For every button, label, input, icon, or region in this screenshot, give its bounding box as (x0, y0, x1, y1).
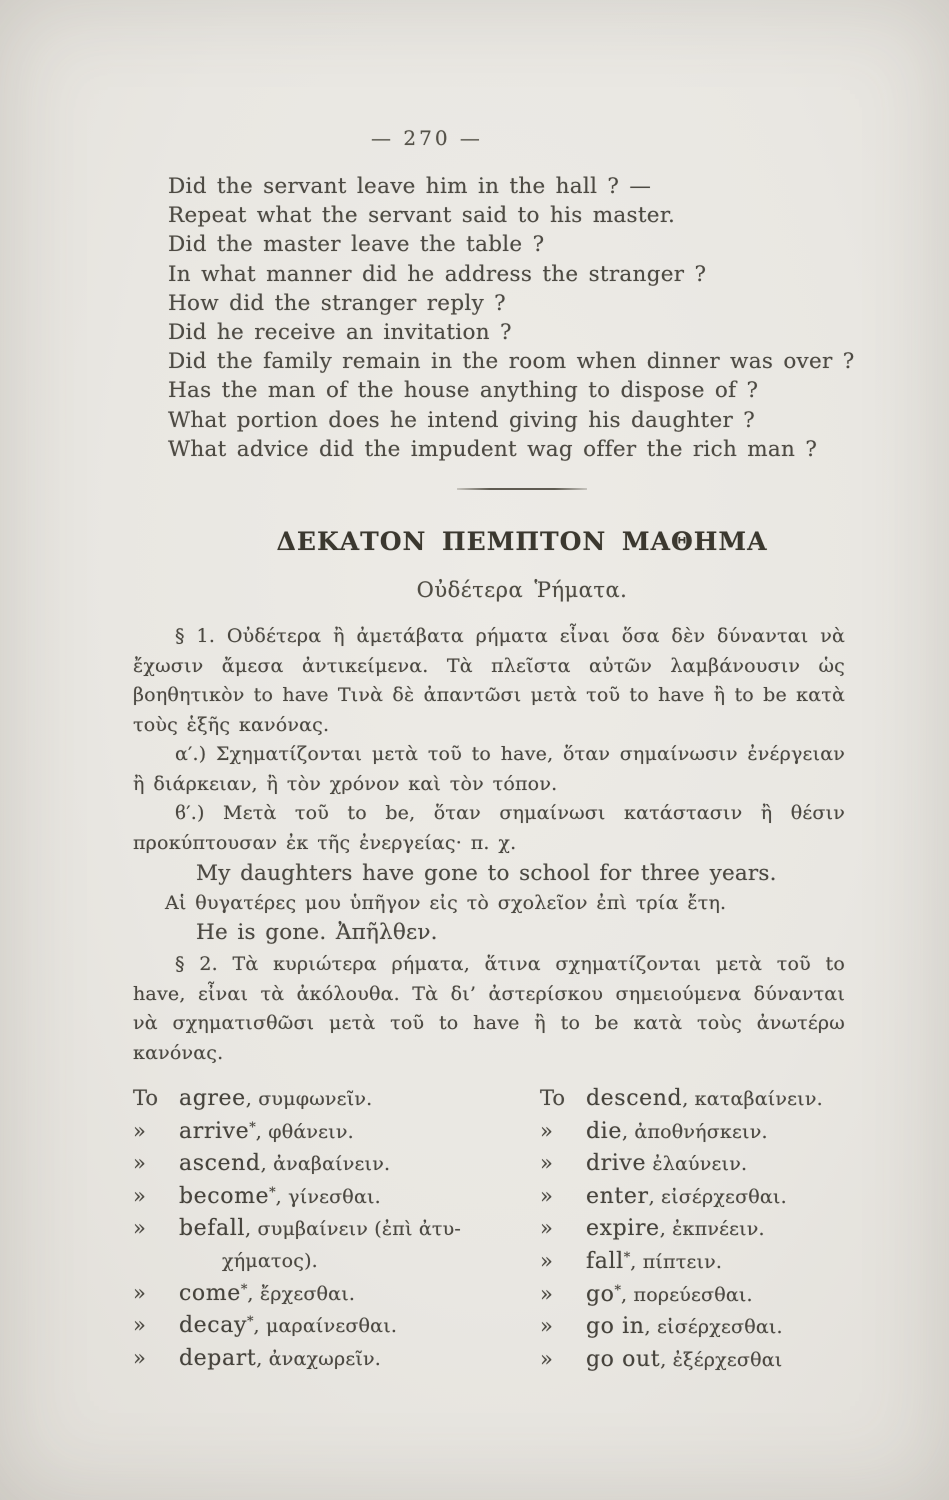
example-greek: Αἱ θυγατέρες μου ὑπῆγον εἰς τὸ σχολεῖον ἐπὶ τρία ἔτη. (165, 892, 727, 914)
section-1-paragraph: § 1. Οὐδέτερα ἢ ἀμετάβατα ρήματα εἶναι ὅσα δὲν δύνανται νὰ ἔχωσιν ἄμεσα ἀντικείμενα. Τὰ πλεῖστα αὐτῶν λαμβάνουσιν ὡς βοηθητικὸν to have Τινὰ δὲ ἀπαντῶσι μετὰ τοῦ to have ἢ to be κατὰ τοὺς ἑξῆς κανόνας. (133, 625, 845, 736)
verb-row (540, 1148, 849, 1181)
question-line: Did the family remain in the room when dinner was over ? (168, 349, 855, 375)
verb-greek: , πορεύεσθαι. (621, 1283, 753, 1306)
verb-greek: , συμβαίνειν (ἐπὶ ἀτυ- (245, 1218, 461, 1241)
verb-english: ascend (179, 1151, 261, 1177)
verb-greek: , ἀποθνήσκειν. (621, 1120, 768, 1143)
verb-greek: , συμφωνεῖν. (245, 1088, 373, 1110)
verb-row (133, 1310, 540, 1343)
lesson-title: ΔΕΚΑΤΟΝ ΠΕΜΠΤΟΝ ΜΑΘΗΜΑ (276, 527, 768, 556)
lesson-heading-group (166, 488, 878, 602)
verb-english: decay (179, 1313, 247, 1339)
lesson-body (133, 622, 845, 1068)
verb-greek: , ἐξέρχεσθαι (660, 1348, 783, 1371)
verb-greek: , ἀναχωρεῖν. (256, 1347, 382, 1370)
question-line: Did the servant leave him in the hall ? — (168, 174, 652, 199)
verb-english: expire (586, 1216, 660, 1242)
verb-column-left (133, 1083, 540, 1376)
question-line: In what manner did he address the stranger ? (168, 261, 707, 287)
asterisk-mark: * (623, 1250, 631, 1266)
verb-greek: χήματος). (222, 1249, 318, 1272)
verb-greek: , καταβαίνειν. (682, 1088, 823, 1110)
asterisk-mark: * (269, 1185, 276, 1201)
verb-row (133, 1116, 540, 1149)
verb-row (540, 1344, 849, 1377)
verb-english: die (586, 1118, 622, 1144)
verb-greek: , ἀναβαίνειν. (260, 1153, 391, 1176)
ditto-mark: » (133, 1345, 146, 1370)
question-line: What advice did the impudent wag offer the rich man ? (168, 436, 818, 462)
ditto-mark: » (540, 1216, 553, 1241)
verb-row (540, 1246, 849, 1279)
question-line: What portion does he intend giving his daughter ? (168, 407, 756, 433)
verb-row (540, 1181, 849, 1214)
verb-english: come (179, 1280, 241, 1306)
verb-row (133, 1148, 540, 1181)
ditto-mark: » (540, 1314, 553, 1339)
verb-row (540, 1311, 849, 1344)
verb-english: depart (179, 1345, 257, 1371)
verb-row (540, 1116, 849, 1149)
ditto-mark: » (133, 1118, 146, 1143)
question-line: Has the man of the house anything to dispose of ? (168, 378, 759, 404)
verb-english: arrive (179, 1118, 250, 1144)
ditto-mark: » (133, 1183, 146, 1208)
asterisk-mark: * (614, 1283, 622, 1299)
row-prefix: To (540, 1086, 566, 1110)
verb-row-continuation (133, 1246, 540, 1278)
verb-row (133, 1213, 540, 1246)
verb-english: go out (586, 1346, 661, 1372)
verb-row (540, 1213, 849, 1246)
verb-english: become (179, 1183, 270, 1209)
asterisk-mark: * (240, 1282, 248, 1298)
verb-greek: , ἔρχεσθαι. (247, 1282, 356, 1305)
ditto-mark: » (540, 1346, 553, 1371)
rule-b-paragraph: ϐ′.) Μετὰ τοῦ to be, ὅταν σημαίνωσι κατάστασιν ἢ θέσιν προκύπτουσαν ἐκ τῆς ἐνεργείας· π. χ. (133, 802, 845, 854)
row-prefix: To (133, 1086, 159, 1110)
verb-english: go (586, 1281, 615, 1307)
exercise-questions (168, 172, 868, 464)
verb-greek: , εἰσέρχεσθαι. (648, 1185, 787, 1208)
verb-english: fall (586, 1248, 624, 1274)
ditto-mark: » (133, 1216, 146, 1241)
ditto-mark: » (540, 1281, 553, 1306)
verb-column-right (540, 1083, 849, 1376)
verb-greek: , μαραίνεσθαι. (253, 1315, 398, 1338)
ditto-mark: » (133, 1280, 146, 1305)
verb-english: descend (586, 1086, 683, 1111)
question-line: How did the stranger reply ? (168, 290, 506, 316)
asterisk-mark: * (249, 1120, 256, 1136)
question-line: Did the master leave the table ? (168, 232, 545, 258)
ditto-mark: » (540, 1183, 553, 1208)
ditto-mark: » (540, 1151, 553, 1176)
page-number: — 270 — (371, 126, 483, 150)
verb-table (133, 1083, 849, 1376)
ditto-mark: » (540, 1118, 553, 1143)
asterisk-mark: * (246, 1314, 254, 1330)
verb-row (133, 1083, 540, 1116)
verb-row (540, 1279, 849, 1312)
ditto-mark: » (133, 1313, 146, 1338)
verb-greek: , γίνεσθαι. (275, 1185, 381, 1208)
question-line: Did he receive an invitation ? (168, 320, 512, 346)
verb-row (540, 1083, 849, 1116)
example-sentences (133, 859, 845, 948)
verb-row (133, 1181, 540, 1214)
verb-greek: , φθάνειν. (255, 1120, 354, 1143)
verb-english: enter (586, 1183, 649, 1209)
verb-greek: , πίπτειν. (630, 1250, 723, 1273)
ditto-mark: » (540, 1248, 553, 1273)
example-mixed: He is gone. Ἀπῆλθεν. (196, 920, 438, 945)
verb-greek: , ἐκπνέειν. (659, 1218, 765, 1241)
ditto-mark: » (133, 1151, 146, 1176)
verb-greek: ἐλαύνειν. (646, 1153, 748, 1176)
example-english: My daughters have gone to school for three years. (196, 861, 777, 886)
section-2-paragraph: § 2. Τὰ κυριώτερα ρήματα, ἅτινα σχηματίζονται μετὰ τοῦ to have, εἶναι τὰ ἀκόλουθα. Τὰ δι’ ἀστερίσκου σημειούμενα δύνανται νὰ σχηματισθῶσι μετὰ τοῦ to have ἢ to be κατὰ τοὺς ἀνωτέρω κανόνας. (133, 953, 845, 1064)
separator-rule (457, 488, 587, 490)
lesson-subtitle: Οὐδέτερα Ῥήματα. (416, 578, 628, 602)
verb-row (133, 1343, 540, 1376)
verb-english: agree (179, 1086, 246, 1111)
verb-english: drive (586, 1151, 647, 1177)
verb-english: go in (586, 1314, 645, 1340)
question-line: Repeat what the servant said to his master. (168, 203, 676, 229)
verb-english: befall (179, 1216, 246, 1242)
verb-greek: , εἰσέρχεσθαι. (644, 1316, 783, 1339)
verb-row (133, 1278, 540, 1311)
rule-a-paragraph: α′.) Σχηματίζονται μετὰ τοῦ to have, ὅταν σημαίνωσιν ἐνέργειαν ἢ διάρκειαν, ἢ τὸν χρόνον καὶ τὸν τόπον. (133, 743, 845, 795)
